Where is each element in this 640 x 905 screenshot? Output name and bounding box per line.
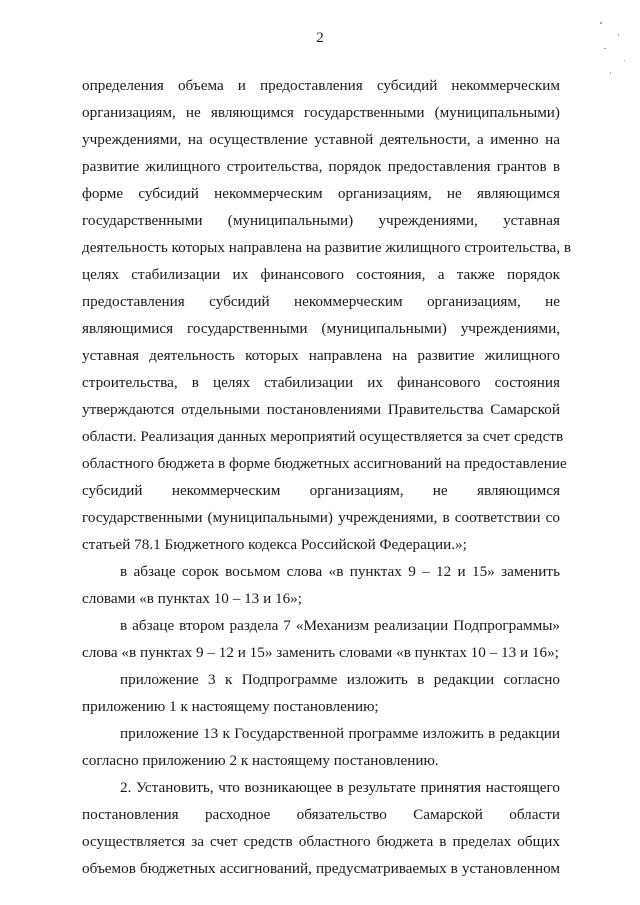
text-line: строительства, в целях стабилизации их финансового состояния xyxy=(82,374,560,391)
text-line: в абзаце сорок восьмом слова «в пунктах 9 – 12 и 15» заменить xyxy=(120,563,560,580)
text-line: субсидий некоммерческим организациям, не являющимся xyxy=(82,482,560,499)
text-line: целях стабилизации их финансового состояния, а также порядок xyxy=(82,266,560,283)
text-line: приложение 3 к Подпрограмме изложить в редакции согласно xyxy=(120,671,560,688)
text-line: 2. Установить, что возникающее в результате принятия настоящего xyxy=(120,779,560,796)
page-number: 2 xyxy=(316,30,324,46)
scan-speck xyxy=(604,48,606,49)
text-line: областного бюджета в форме бюджетных ассигнований на предоставление xyxy=(82,455,567,472)
text-line: области. Реализация данных мероприятий осуществляется за счет средств xyxy=(82,428,564,445)
text-line: постановления расходное обязательство Самарской области xyxy=(82,806,560,823)
scan-speck xyxy=(600,22,602,24)
text-line: государственными (муниципальными) учреждениями, в соответствии со xyxy=(82,509,560,526)
text-line: объемов бюджетных ассигнований, предусматриваемых в установленном xyxy=(82,860,560,877)
text-line: являющимися государственными (муниципальными) учреждениями, xyxy=(82,320,560,337)
scan-speck xyxy=(610,72,611,74)
scan-speck xyxy=(618,34,619,36)
text-line: уставная деятельность которых направлена на развитие жилищного xyxy=(82,347,560,364)
text-line: государственными (муниципальными) учреждениями, уставная xyxy=(82,212,560,229)
text-line: осуществляется за счет средств областного бюджета в пределах общих xyxy=(82,833,560,850)
text-line: слова «в пунктах 9 – 12 и 15» заменить словами «в пунктах 10 – 13 и 16»; xyxy=(82,644,559,661)
text-line: деятельность которых направлена на развитие жилищного строительства, в xyxy=(82,239,572,256)
text-line: согласно приложению 2 к настоящему постановлению. xyxy=(82,752,439,769)
text-line: в абзаце втором раздела 7 «Механизм реализации Подпрограммы» xyxy=(120,617,560,634)
text-line: приложению 1 к настоящему постановлению; xyxy=(82,698,379,715)
text-line: развитие жилищного строительства, порядок предоставления грантов в xyxy=(82,158,560,175)
text-line: словами «в пунктах 10 – 13 и 16»; xyxy=(82,590,302,607)
text-line: приложение 13 к Государственной программе изложить в редакции xyxy=(120,725,560,742)
text-line: учреждениями, на осуществление уставной деятельности, а именно на xyxy=(82,131,560,148)
text-line: организациям, не являющимся государственными (муниципальными) xyxy=(82,104,560,121)
text-line: форме субсидий некоммерческим организациям, не являющимся xyxy=(82,185,560,202)
text-line: утверждаются отдельными постановлениями Правительства Самарской xyxy=(82,401,560,418)
text-line: статьей 78.1 Бюджетного кодекса Российской Федерации.»; xyxy=(82,536,467,553)
scan-speck xyxy=(624,60,625,61)
text-line: предоставления субсидий некоммерческим организациям, не xyxy=(82,293,560,310)
text-line: определения объема и предоставления субсидий некоммерческим xyxy=(82,77,560,94)
document-body xyxy=(82,72,572,882)
